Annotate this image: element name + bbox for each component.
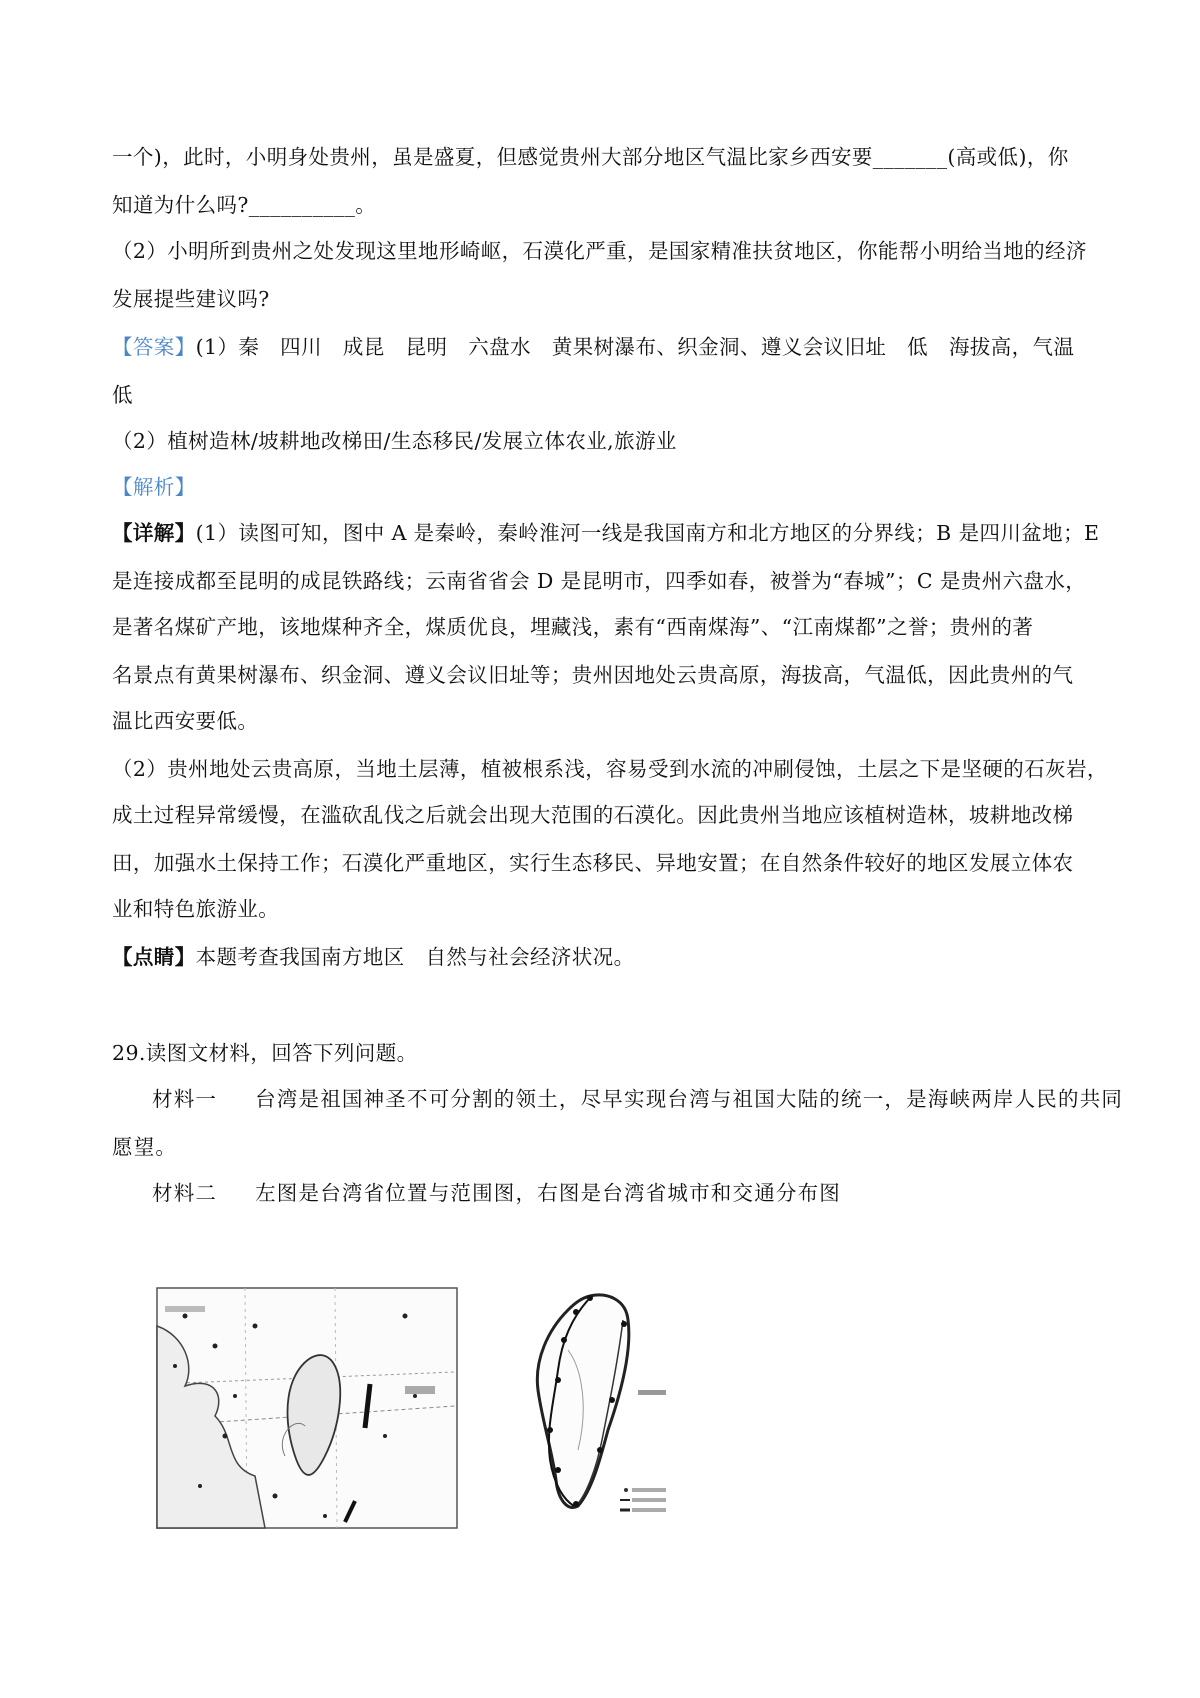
explain-line3	[112, 846, 1097, 876]
text-line: 温比西安要低。	[112, 709, 259, 733]
text-line: 发展提些建议吗?	[112, 287, 270, 311]
text-line: (1）读图可知，图中 A 是秦岭，秦岭淮河一线是我国南方和北方地区的分界线；B 是四川盆地；E	[195, 521, 1100, 545]
material2-line	[152, 1176, 1137, 1206]
material2-label: 材料二	[152, 1181, 218, 1205]
q28-part2-line2	[112, 282, 1097, 312]
q28-line1	[112, 140, 1097, 170]
text-line: （2）植树造林/坡耕地改梯田/生态移民/发展立体农业,旅游业	[112, 429, 677, 453]
map-legend	[620, 1488, 666, 1512]
q29-title: 29.读图文材料，回答下列问题。	[112, 1041, 418, 1065]
answer-line1	[112, 330, 1097, 360]
text-line: 田，加强水土保持工作；石漠化严重地区，实行生态移民、异地安置；在自然条件较好的地区发展立体农	[112, 851, 1074, 875]
material1-line1	[152, 1082, 1124, 1112]
detail-line1	[112, 516, 1100, 546]
comment-tag: 【点睛】	[112, 945, 196, 969]
text-line: 成土过程异常缓慢，在滥砍乱伐之后就会出现大范围的石漠化。因此贵州当地应该植树造林，坡耕地改梯	[112, 803, 1074, 827]
text-line: 本题考查我国南方地区 自然与社会经济状况。	[195, 945, 635, 969]
text-line: 一个)，此时，小明身处贵州，虽是盛夏，但感觉贵州大部分地区气温比家乡西安要_______(高或低)，你	[112, 145, 1069, 169]
text-line: （2）贵州地处云贵高原，当地土层薄，植被根系浅，容易受到水流的冲刷侵蚀，土层之下是坚硬的石灰岩，	[112, 757, 1108, 781]
text-line: 左图是台湾省位置与范围图，右图是台湾省城市和交通分布图	[255, 1181, 842, 1205]
q28-line2	[112, 188, 1097, 218]
text-line: 是著名煤矿产地，该地煤种齐全，煤质优良，埋藏浅，素有“西南煤海”、“江南煤都”之誉；贵州的著	[112, 615, 1034, 639]
text-line: 是连接成都至昆明的成昆铁路线；云南省省会 D 是昆明市，四季如春，被誉为“春城”；C 是贵州六盘水，	[112, 569, 1087, 593]
explain-line1	[112, 752, 1108, 782]
comment-line	[112, 940, 1097, 970]
detail-line5	[112, 704, 1097, 734]
taiwan-location-map	[155, 1286, 460, 1532]
analysis-tag: 【解析】	[112, 475, 196, 499]
answer-text: (1）秦 四川 成昆 昆明 六盘水 黄果树瀑布、织金洞、遵义会议旧址 低 海拔高，气温	[195, 335, 1075, 359]
answer-tag: 【答案】	[112, 335, 196, 359]
detail-line4	[112, 658, 1097, 688]
text-line: 知道为什么吗?__________。	[112, 193, 377, 217]
detail-line3	[112, 610, 1097, 640]
answer-line2	[112, 378, 1097, 408]
answer-line3	[112, 424, 1097, 454]
material1-label: 材料一	[152, 1087, 218, 1111]
text-line: 名景点有黄果树瀑布、织金洞、遵义会议旧址等；贵州因地处云贵高原，海拔高，气温低，因此贵州的气	[112, 663, 1074, 687]
explain-line2	[112, 798, 1097, 828]
text-line: （2）小明所到贵州之处发现这里地形崎岖，石漠化严重，是国家精准扶贫地区，你能帮小明给当地的经济	[112, 239, 1087, 263]
explain-line4	[112, 892, 1097, 922]
taiwan-cities-transport-map	[528, 1290, 678, 1518]
detail-line2	[112, 564, 1097, 594]
text-line: 业和特色旅游业。	[112, 897, 280, 921]
text-line: 台湾是祖国神圣不可分割的领土，尽早实现台湾与祖国大陆的统一，是海峡两岸人民的共同	[255, 1087, 1124, 1111]
material1-line2: 愿望。	[112, 1135, 178, 1159]
q28-part2-line1	[112, 234, 1097, 264]
text-line: 低	[112, 383, 133, 407]
detail-tag: 【详解】	[112, 521, 196, 545]
